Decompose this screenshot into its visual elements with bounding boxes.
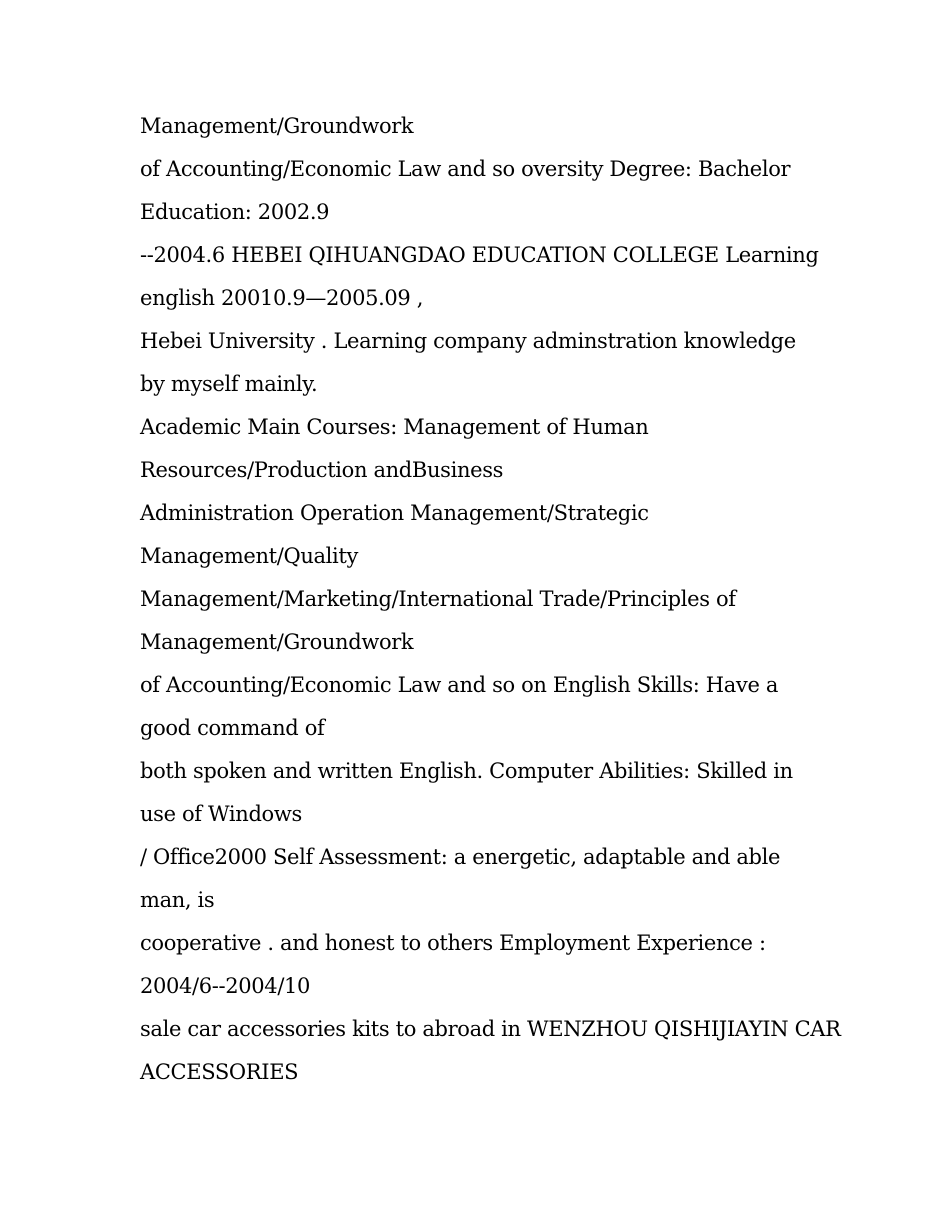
text-line: by myself mainly.	[140, 372, 318, 396]
text-line: Management/Groundwork	[140, 114, 414, 138]
text-line: Education: 2002.9	[140, 200, 330, 224]
text-line: Hebei University . Learning company adminstration knowledge	[140, 329, 796, 353]
text-line: ACCESSORIES	[140, 1060, 299, 1084]
text-line: Resources/Production andBusiness	[140, 458, 504, 482]
text-line: Management/Quality	[140, 544, 359, 568]
text-line: --2004.6 HEBEI QIHUANGDAO EDUCATION COLLEGE Learning	[140, 243, 819, 267]
text-line: cooperative . and honest to others Employment Experience :	[140, 931, 766, 955]
text-line: Administration Operation Management/Strategic	[140, 501, 649, 525]
text-line: of Accounting/Economic Law and so oversity Degree: Bachelor	[140, 157, 791, 181]
text-line: english 20010.9—2005.09 ,	[140, 286, 424, 310]
text-line: use of Windows	[140, 802, 302, 826]
text-line: of Accounting/Economic Law and so on English Skills: Have a	[140, 673, 779, 697]
text-line: both spoken and written English. Computer Abilities: Skilled in	[140, 759, 793, 783]
text-line: good command of	[140, 716, 325, 740]
text-line: sale car accessories kits to abroad in WENZHOU QISHIJIAYIN CAR	[140, 1017, 841, 1041]
text-line: Management/Marketing/International Trade/Principles of	[140, 587, 736, 611]
text-line: 2004/6--2004/10	[140, 974, 311, 998]
document-body	[140, 105, 841, 1094]
text-line: Management/Groundwork	[140, 630, 414, 654]
text-line: Academic Main Courses: Management of Human	[140, 415, 649, 439]
text-line: / Office2000 Self Assessment: a energetic, adaptable and able	[140, 845, 781, 869]
text-line: man, is	[140, 888, 215, 912]
